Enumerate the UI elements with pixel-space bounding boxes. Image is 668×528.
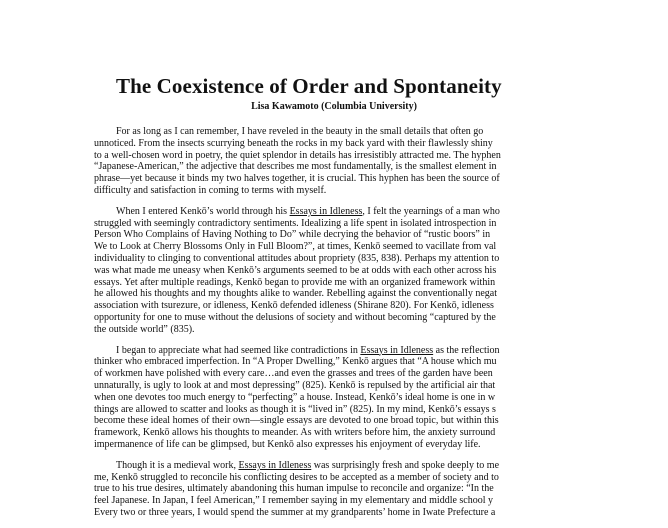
text-line: For as long as I can remember, I have reveled in the beauty in the small details that often go xyxy=(116,126,484,137)
text-line: Every two or three years, I would spend the summer at my grandparents’ home in Iwate Prefecture a xyxy=(94,506,496,518)
paragraph xyxy=(94,126,654,197)
text-line: true to his true desires, ultimately abandoning this human impulse to reconcile and organize: “In the xyxy=(94,483,494,495)
text-line: he allowed his thoughts and my thoughts alike to wander. Rebelling against the conventionally negat xyxy=(94,288,497,300)
text-line: thinker who embraced imperfection. In “A Proper Dwelling,” Kenkō argues that “A house which mu xyxy=(94,356,497,368)
text-line: me, Kenkō struggled to reconcile his conflicting desires to be accepted as a member of society and to xyxy=(94,471,499,483)
text-line: to a well-chosen word in poetry, the quiet splendor in details has irresistibly attracted me. The hyphen xyxy=(94,149,501,161)
text-line: unnaturally, is ugly to look at and most depressing” (825). Kenkō is repulsed by the artificial air that xyxy=(94,379,496,391)
text-line: unnoticed. From the insects scurrying beneath the rocks in my back yard with their flawlessly shiny xyxy=(94,137,493,149)
text-line: feel Japanese. In Japan, I feel American,” I remember saying in my elementary and middle school y xyxy=(94,495,494,507)
text-line: opportunity for one to muse without the delusions of society and without becoming “captured by the xyxy=(94,311,496,323)
paragraph xyxy=(94,345,654,451)
author-line: Lisa Kawamoto (Columbia University) xyxy=(251,101,417,112)
text-line: Person Who Complains of Having Nothing to Do” while decrying the behavior of “rustic boors” in xyxy=(94,229,491,241)
document-title: The Coexistence of Order and Spontaneity xyxy=(116,74,502,98)
text-line: When I entered Kenkō’s world through his Essays in Idleness, I felt the yearnings of a man who xyxy=(116,205,500,217)
paragraph xyxy=(94,206,654,336)
text-line: become these ideal homes of their own—single essays are devoted to one broad topic, but within this xyxy=(94,415,499,427)
text-line: Though it is a medieval work, Essays in Idleness was surprisingly fresh and spoke deeply to me xyxy=(116,459,500,471)
text-line: I began to appreciate what had seemed like contradictions in Essays in Idleness as the reflection xyxy=(116,344,500,356)
text-line: impermanence of life can be glimpsed, but Kenkō also expresses his enjoyment of everyday life. xyxy=(94,438,481,450)
text-line: was what made me uneasy when Kenkō’s arguments seemed to be at odds with each other across his xyxy=(94,264,497,276)
text-line: association with tsurezure, or idleness, Kenkō defended idleness (Shirane 820). For Kenkō, idleness xyxy=(94,300,494,312)
text-line: struggled with seemingly contradictory sentiments. Idealizing a life spent in isolated introspection in xyxy=(94,217,497,229)
text-line: things are allowed to scatter and looks as though it is “lived in” (825). In my mind, Kenkō’s essays s xyxy=(94,403,496,415)
text-line: phrase—yet because it binds my two halves together, it is crucial. This hyphen has been the source of xyxy=(94,173,500,185)
text-line: framework, Kenkō allows his thoughts to meander. As with writers before him, the anxiety surround xyxy=(94,427,496,439)
paragraph xyxy=(94,460,654,519)
text-line: individuality to clinging to conventional attitudes about propriety (835, 838). Perhaps my attention to xyxy=(94,252,500,264)
text-line: difficulty and satisfaction in coming to terms with myself. xyxy=(94,184,327,196)
text-line: when one devotes too much energy to “perfecting” a house. Instead, Kenkō’s ideal home is one in w xyxy=(94,391,496,403)
text-line: the outside world” (835). xyxy=(94,323,195,335)
document-body xyxy=(94,126,654,528)
text-line: “Japanese-American,” the adjective that describes me most fundamentally, is the smallest element in xyxy=(94,161,497,173)
text-line: We to Look at Cherry Blossoms Only in Full Bloom?”, at times, Kenkō seemed to vacillate from val xyxy=(94,241,497,253)
text-line: of workmen have polished with every care…and even the grasses and trees of the garden have been xyxy=(94,368,493,380)
text-line: essays. Yet after multiple readings, Kenkō began to provide me with an organized framework within xyxy=(94,276,496,288)
